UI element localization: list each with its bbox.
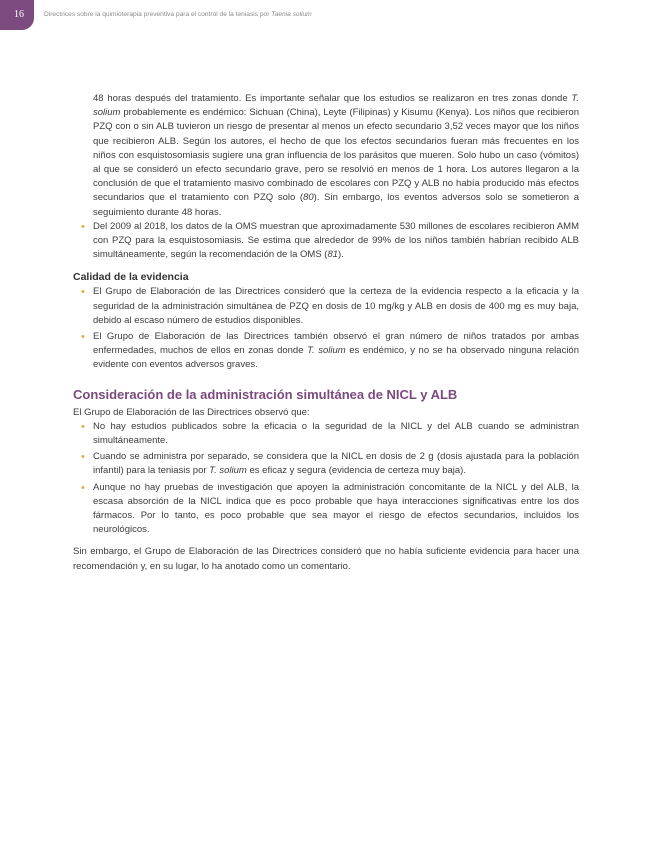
list-item [73,450,579,478]
section-intro: El Grupo de Elaboración de las Directrices observó que: [73,406,310,418]
species-name: T. solium [93,93,579,119]
list-item [73,481,579,538]
bullet-icon: • [81,451,85,464]
quality-heading: Calidad de la evidencia [73,271,189,284]
bullet-icon: • [81,331,85,344]
page-content [73,92,579,574]
section-heading: Consideración de la administración simultánea de NICL y ALB [73,386,458,402]
continuation-text-3: ). Sin embargo, los eventos adversos solo se sometieron a seguimiento durante 48 horas. [93,192,579,218]
nicl-text-3: Aunque no hay pruebas de investigación que apoyen la administración concomitante de la NICL y del ALB, la escasa absorción de la NICL indica que es poco probable que haya interacciones significativas entre los dos fármacos. Por lo tanto, es poco probable que sea mayor el riesgo de efectos secundarios, incluidos los neurológicos. [93,481,579,536]
page-number-tab [0,0,34,30]
running-header-species: Taenia solium [271,11,312,18]
species-name: T. solium [209,465,247,477]
reference-number: 81 [327,249,339,261]
oms-text-2: ). [338,249,344,261]
oms-bullet-list [73,220,579,263]
species-name: T. solium [307,345,346,357]
oms-text-1: Del 2009 al 2018, los datos de la OMS muestran que aproximadamente 530 millones de escolares recibieron AMM con PZQ para la esquistosomiasis. Se estima que alrededor de 99% de los niños también habrían recibido ALB simultáneamente, según la recomendación de la OMS ( [93,220,579,261]
quality-text-2a: El Grupo de Elaboración de las Directrices también observó el gran número de niños tratados por ambas enfermedades, muchos de ellos en zonas donde [93,331,579,357]
continuation-paragraph [73,92,579,220]
nicl-text-2b: es eficaz y segura (evidencia de certeza muy baja). [246,465,466,477]
quality-text-2b: es endémico, y no se ha observado ninguna relación evidente con eventos adversos graves. [93,345,579,371]
continuation-text-1: 48 horas después del tratamiento. Es importante señalar que los estudios se realizaron en tres zonas donde [93,93,572,104]
list-item [73,220,579,263]
quality-bullet-list [73,285,579,372]
bullet-icon: • [81,286,85,299]
quality-text-1: El Grupo de Elaboración de las Directrices consideró que la certeza de la evidencia respecto a la eficacia y la seguridad de la administración simultánea de PZQ en dosis de 10 mg/kg y ALB en dosis de 400 mg es muy baja, debido al escaso número de estudios disponibles. [93,286,579,326]
bullet-icon: • [81,220,85,233]
list-item [73,330,579,373]
conclusion-paragraph: Sin embargo, el Grupo de Elaboración de las Directrices consideró que no había suficiente evidencia para hacer una recomendación y, en su lugar, lo ha anotado como un comentario. [73,546,579,572]
nicl-text-2a: Cuando se administra por separado, se considera que la NICL en dosis de 2 g (dosis ajustada para la población infantil) para la teniasis por [93,451,579,477]
continuation-text-2: probablemente es endémico: Sichuan (China), Leyte (Filipinas) y Kisumu (Kenya). Los niños que recibieron PZQ con o sin ALB tuvieron un riesgo de presentar al menos un efecto secundario 3,52 veces mayor que los niños que recibieron ALB. Según los autores, el hecho de que los efectos secundarios fueran más frecuentes en los niños con esquistosomiasis sugiere una gran influencia de los parásitos que mueren. Solo hubo un caso (vómitos) al que se consideró un efecto secundario grave, pero se resolvió en menos de 1 hora. Los autores llegaron a la conclusión de que el tratamiento masivo combinado de escolares con PZQ y ALB no había producido más efectos secundarios que el tratamiento con PZQ solo ( [93,107,579,204]
nicl-text-1: No hay estudios publicados sobre la eficacia o la seguridad de la NICL y del ALB cuando se administran simultáneamente. [93,420,579,447]
nicl-bullet-list [73,420,579,538]
list-item [73,420,579,448]
page-number: 16 [14,9,24,20]
list-item [73,285,579,328]
running-header-text: Directrices sobre la quimioterapia preventiva para el control de la teniasis por [44,11,272,18]
bullet-icon: • [81,481,85,494]
reference-number: 80 [303,192,314,204]
running-header [44,11,312,18]
bullet-icon: • [81,420,85,433]
